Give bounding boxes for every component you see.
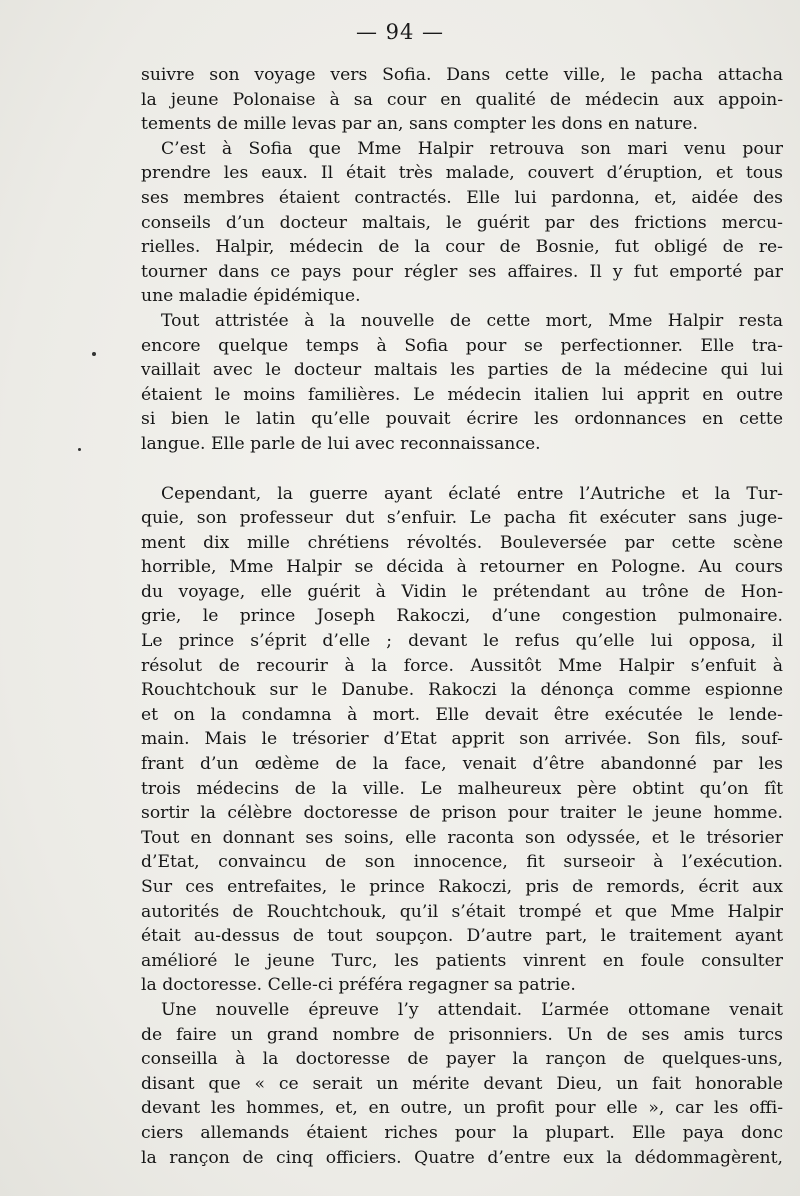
text-line: tourner dans ce pays pour régler ses affaires. Il y fut emporté par: [141, 261, 783, 282]
text-line: ment dix mille chrétiens révoltés. Bouleversée par cette scène: [141, 532, 783, 553]
text-line: tements de mille levas par an, sans compter les dons en nature.: [141, 114, 698, 135]
text-line: du voyage, elle guérit à Vidin le prétendant au trône de Hon-: [141, 581, 783, 602]
text-line: sortir la célèbre doctoresse de prison pour traiter le jeune homme.: [141, 803, 783, 824]
text-line: la doctoresse. Celle-ci préféra regagner sa patrie.: [141, 975, 576, 996]
text-line: conseils d’un docteur maltais, le guérit par des frictions mercu-: [141, 212, 783, 233]
paragraph-gap: [141, 457, 783, 482]
text-line: prendre les eaux. Il était très malade, couvert d’éruption, et tous: [141, 163, 783, 184]
text-line: de faire un grand nombre de prisonniers. Un de ses amis turcs: [141, 1024, 783, 1045]
text-line: Rouchtchouk sur le Danube. Rakoczi la dénonça comme espionne: [141, 680, 783, 701]
text-line: devant les hommes, et, en outre, un profit pour elle », car les offi-: [141, 1098, 783, 1119]
text-line: grie, le prince Joseph Rakoczi, d’une congestion pulmonaire.: [141, 606, 783, 627]
text-line: et on la condamna à mort. Elle devait être exécutée le lende-: [141, 704, 783, 725]
text-line: ciers allemands étaient riches pour la plupart. Elle paya donc: [141, 1122, 783, 1143]
text-line: d’Etat, convaincu de son innocence, fit surseoir à l’exécution.: [141, 852, 783, 873]
paragraph: [141, 309, 783, 457]
text-line: horrible, Mme Halpir se décida à retourner en Pologne. Au cours: [141, 557, 783, 578]
paragraph: [141, 482, 783, 998]
paragraph: [141, 137, 783, 309]
text-line: Le prince s’éprit d’elle ; devant le refus qu’elle lui opposa, il: [141, 631, 783, 652]
text-line: main. Mais le trésorier d’Etat apprit son arrivée. Son fils, souf-: [141, 729, 783, 750]
text-line: disant que « ce serait un mérite devant Dieu, un fait honorable: [141, 1073, 783, 1094]
text-line: encore quelque temps à Sofia pour se perfectionner. Elle tra-: [141, 335, 783, 356]
body-text: [141, 63, 783, 1170]
text-line: une maladie épidémique.: [141, 286, 361, 307]
text-line: Une nouvelle épreuve l’y attendait. L’armée ottomane venait: [161, 999, 783, 1020]
text-line: quie, son professeur dut s’enfuir. Le pacha fit exécuter sans juge-: [141, 508, 783, 529]
text-line: étaient le moins familières. Le médecin italien lui apprit en outre: [141, 384, 783, 405]
text-line: rielles. Halpir, médecin de la cour de Bosnie, fut obligé de re-: [141, 237, 783, 258]
text-line: Sur ces entrefaites, le prince Rakoczi, pris de remords, écrit aux: [141, 877, 783, 897]
text-line: C’est à Sofia que Mme Halpir retrouva son mari venu pour: [161, 138, 783, 159]
text-line: suivre son voyage vers Sofia. Dans cette ville, le pacha attacha: [141, 65, 783, 85]
text-line: vaillait avec le docteur maltais les parties de la médecine qui lui: [141, 360, 783, 381]
text-line: résolut de recourir à la force. Aussitôt Mme Halpir s’enfuit à: [141, 655, 783, 676]
paragraph: [141, 63, 783, 137]
text-line: la rançon de cinq officiers. Quatre d’entre eux la dédommagèrent,: [141, 1147, 783, 1168]
scan-speck: [92, 352, 96, 356]
text-line: conseilla à la doctoresse de payer la rançon de quelques-uns,: [141, 1049, 783, 1070]
page-number: — 94 —: [355, 20, 445, 44]
text-line: Tout attristée à la nouvelle de cette mort, Mme Halpir resta: [161, 310, 783, 331]
text-line: frant d’un œdème de la face, venait d’être abandonné par les: [141, 754, 783, 775]
text-line: ses membres étaient contractés. Elle lui pardonna, et, aidée des: [141, 187, 783, 208]
paragraph: [141, 998, 783, 1170]
text-line: autorités de Rouchtchouk, qu’il s’était trompé et que Mme Halpir: [141, 901, 783, 922]
text-line: si bien le latin qu’elle pouvait écrire les ordonnances en cette: [141, 409, 783, 430]
text-line: trois médecins de la ville. Le malheureux père obtint qu’on fît: [141, 778, 783, 799]
text-line: Tout en donnant ses soins, elle raconta son odyssée, et le trésorier: [141, 827, 783, 848]
text-line: était au-dessus de tout soupçon. D’autre part, le traitement ayant: [141, 926, 783, 947]
text-line: la jeune Polonaise à sa cour en qualité de médecin aux appoin-: [141, 89, 783, 110]
text-line: Cependant, la guerre ayant éclaté entre l’Autriche et la Tur-: [161, 483, 783, 504]
text-line: langue. Elle parle de lui avec reconnaissance.: [141, 433, 541, 454]
text-line: amélioré le jeune Turc, les patients vinrent en foule consulter: [141, 950, 783, 971]
scan-speck: [78, 448, 81, 451]
